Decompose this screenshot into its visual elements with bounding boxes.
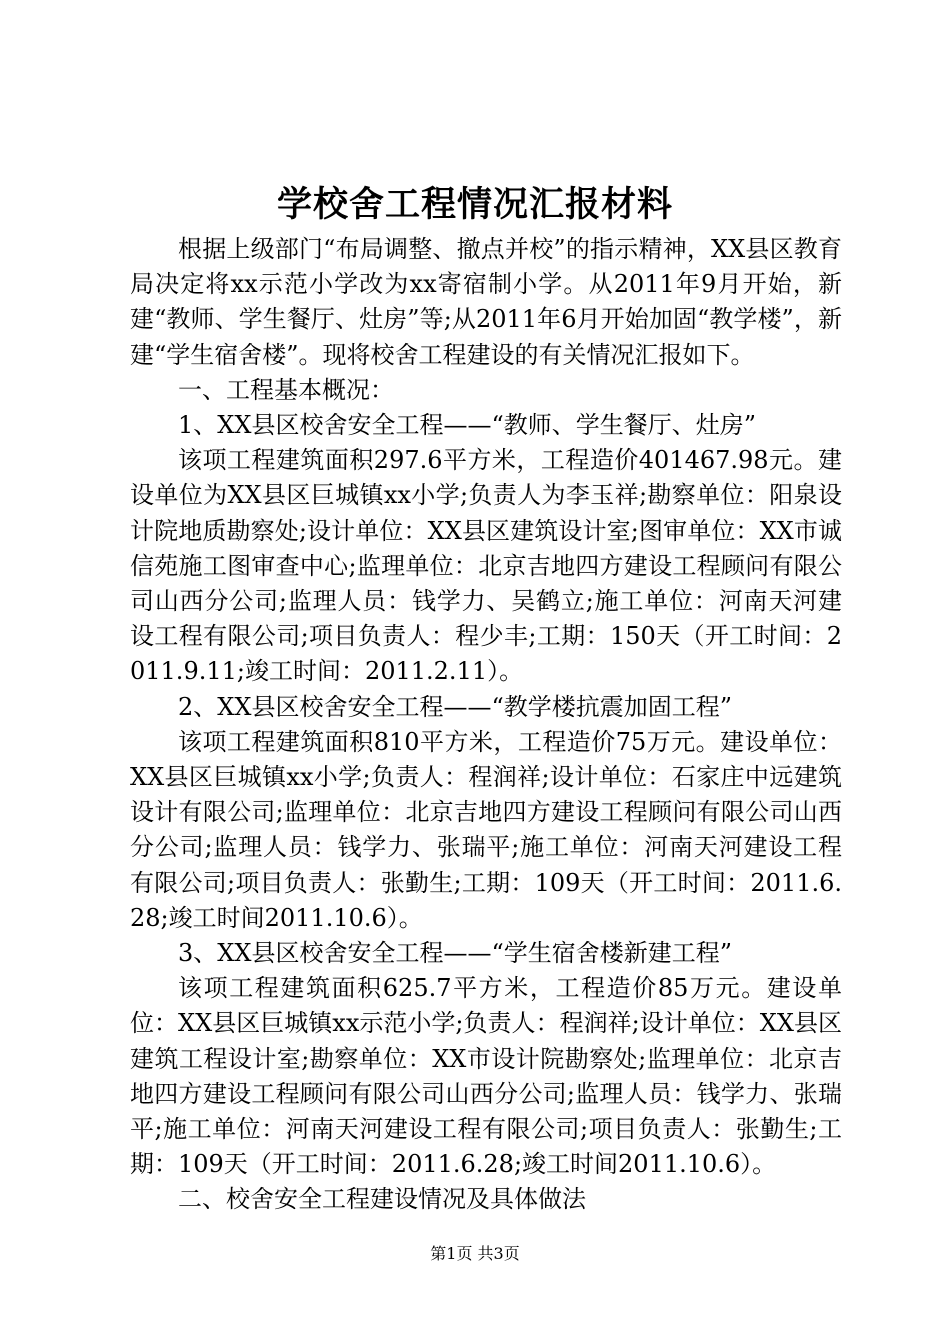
section-heading-overview: 一、工程基本概况： bbox=[178, 375, 394, 404]
intro-paragraph: 根据上级部门“布局调整、撤点并校”的指示精神，XX县区教育局决定将xx示范小学改为xx寄宿制小学。从2011年9月开始，新建“教师、学生餐厅、灶房”等;从2011年6月开始加固“教学楼”，新建“学生宿舍楼”。现将校舍工程建设的有关情况汇报如下。 bbox=[130, 235, 842, 369]
project-3-heading: 3、XX县区校舍安全工程——“学生宿舍楼新建工程” bbox=[178, 939, 732, 968]
document-title: 学校舍工程情况汇报材料 bbox=[276, 184, 673, 225]
project-2-details: 该项工程建筑面积810平方米，工程造价75万元。建设单位：XX县区巨城镇xx小学;负责人：程润祥;设计单位：石家庄中远建筑设计有限公司;监理单位：北京吉地四方建设工程顾问有限公司山西分公司;监理人员：钱学力、张瑞平;施工单位：河南天河建设工程有限公司;项目负责人：张勤生;工期：109天（开工时间：2011.6.28;竣工时间2011.10.6）。 bbox=[130, 727, 842, 932]
section-heading-construction: 二、校舍安全工程建设情况及具体做法 bbox=[178, 1185, 586, 1214]
project-3-details: 该项工程建筑面积625.7平方米，工程造价85万元。建设单位：XX县区巨城镇xx示范小学;负责人：程润祥;设计单位：XX县区建筑工程设计室;勘察单位：XX市设计院勘察处;监理单位：北京吉地四方建设工程顾问有限公司山西分公司;监理人员：钱学力、张瑞平;施工单位：河南天河建设工程有限公司;项目负责人：张勤生;工期：109天（开工时间：2011.6.28;竣工时间2011.10.6）。 bbox=[130, 974, 842, 1179]
project-1-heading: 1、XX县区校舍安全工程——“教师、学生餐厅、灶房” bbox=[178, 411, 756, 440]
project-2-heading: 2、XX县区校舍安全工程——“教学楼抗震加固工程” bbox=[178, 692, 732, 721]
document-body bbox=[130, 232, 842, 1218]
project-1-details: 该项工程建筑面积297.6平方米，工程造价401467.98元。建设单位为XX县区巨城镇xx小学;负责人为李玉祥;勘察单位：阳泉设计院地质勘察处;设计单位：XX县区建筑设计室;图审单位：XX市诚信苑施工图审查中心;监理单位：北京吉地四方建设工程顾问有限公司山西分公司;监理人员：钱学力、吴鹤立;施工单位：河南天河建设工程有限公司;项目负责人：程少丰;工期：150天（开工时间：2011.9.11;竣工时间：2011.2.11）。 bbox=[130, 446, 842, 686]
page-footer: 第1页 共3页 bbox=[430, 1244, 520, 1263]
